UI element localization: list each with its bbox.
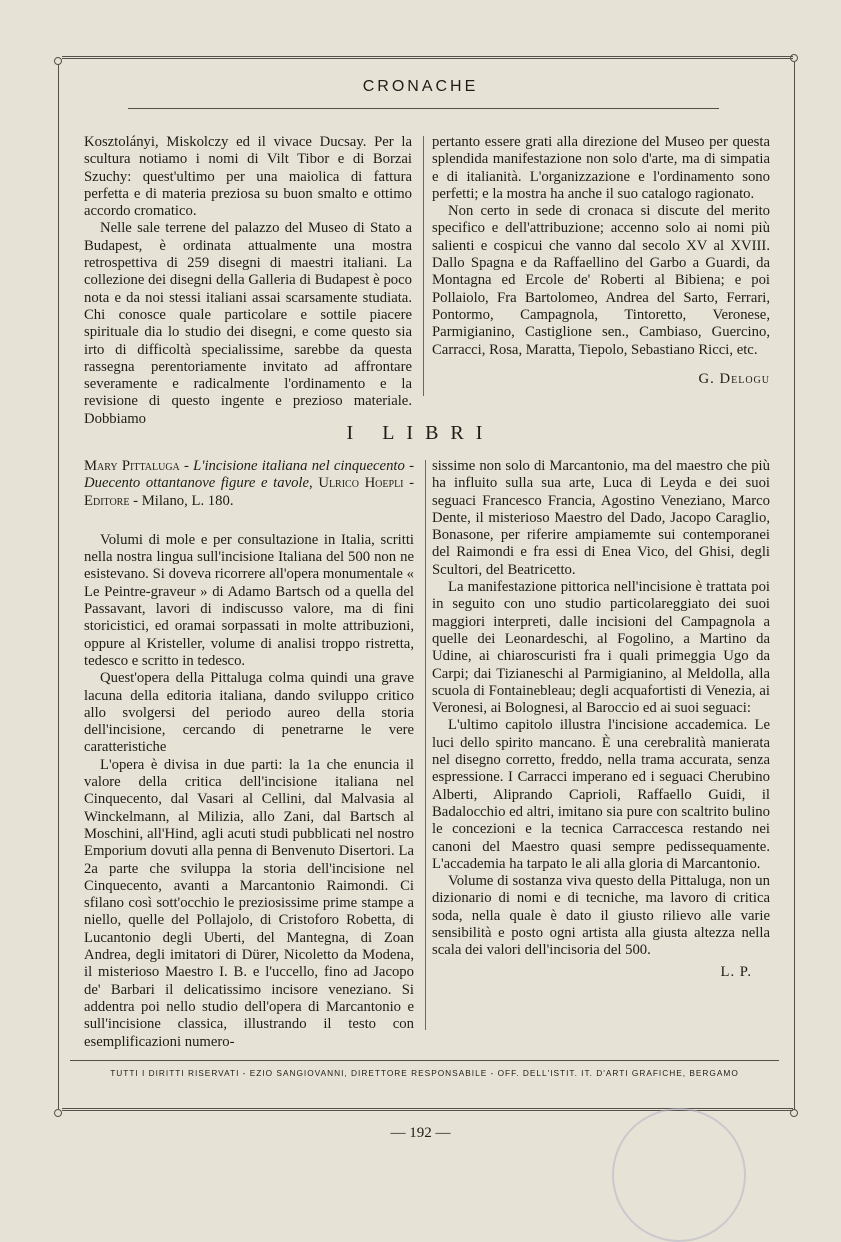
libri-paragraph: Volumi di mole e per consultazione in Italia, scritti nella nostra lingua sull'incisione Italiana del 500 non ne esistevano. Si doveva ricorrere all'opera monumentale « Le Peintre-graveur » di Adamo Bartsch od a quella del Passavant, lavori di indiscusso valore, ma di fini storicistici, ed oramai sorpassati in molte attribuzioni, oppure al Kristeller, volume di analisi troppo ristretta, tedesco e scritto in tedesco. <box>84 531 414 669</box>
left-frame-line <box>58 64 59 1109</box>
right-frame-line <box>794 62 795 1110</box>
book-place-price: Milano, L. 180. <box>141 492 234 509</box>
libri-paragraph: L'opera è divisa in due parti: la 1a che enuncia il valore della critica dell'incisione italiana nel Cinquecento, dal Vasari al Cellini, dal Malvasia al Winckelmann, al Milizia, allo Zani, dal Bartsch al Moschini, all'Hind, agli acuti studi pubblicati nel nostro Emporium dovuti alla penna di Benvenuto Disertori. La 2a parte che sviluppa la storia dell'incisione nel Cinquecento, avanti a Marcantonio Raimondi. Ci sfilano così sott'occhio le preziosissime prime stampe a niello, quelle del Pollajolo, di Cristoforo Robetta, di Lucantonio degli Uberti, del Mantegna, di Zoan Andrea, degli imitatori di Dürer, Nicoletto da Modena, il misterioso Maestro I. B. e l'uccello, fino ad Jacopo de' Barbari il delicatissimo incisore veneziano. Si addentra poi nello studio dell'opera di Marcantonio e sull'incisione classica, illustrando il testo con esemplificazioni numero- <box>84 756 414 1050</box>
libri-paragraph: sissime non solo di Marcantonio, ma del maestro che più ha influito sulla sua arte, Luca di Leyda e dei suoi seguaci Francesco Francia, Agostino Veneziano, Marco Dente, il misterioso Maestro del Dado, Jacopo Caraglio, Bonasone, per riferire ampiamemte sui contemporanei del Raimondi e fra essi di Enea Vico, del Ghisi, degli Scultori, del Beatricetto. <box>432 458 770 578</box>
book-publisher: Ulrico Hoepli - Editore <box>84 475 415 509</box>
book-author: Mary Pittaluga <box>84 458 180 474</box>
bottom-left-ornament <box>54 1109 62 1117</box>
library-stamp-icon <box>612 1108 746 1242</box>
libri-left-column <box>84 458 414 1051</box>
top-border-rule <box>62 56 793 59</box>
cronache-paragraph: Kosztolányi, Miskolczy ed il vivace Ducsay. Per la scultura notiamo i nomi di Vilt Tibor e di Borzai Szuchy: quest'ultimo per una maiolica di fattura perfetta e di materia preziosa su buon smalto e ottimo accordo cromatico. <box>84 134 412 220</box>
cronache-paragraph: pertanto essere grati alla direzione del Museo per questa splendida manifestazione non solo d'arte, ma di simpatia e di italianità. L'organizzazione e l'ordinamento sono perfetti; e la mostra ha anche il suo catalogo ragionato. <box>432 134 770 202</box>
cronache-signature: G. Delogu <box>698 370 770 387</box>
libri-signature: L. P. <box>720 963 752 980</box>
cronache-left-column <box>84 134 412 428</box>
bottom-right-ornament <box>790 1109 798 1117</box>
section-header: CRONACHE <box>362 78 479 95</box>
column-divider <box>423 136 424 396</box>
libri-paragraph: Volume di sostanza viva questo della Pittaluga, non un dizionario di nomi e di tecniche, ma lavoro di critica soda, nella quale è dato il giusto rilievo alle varie sensibilità e posto ogni artista alla giusta altezza nella scala dei valori dell'incisoria del 500. <box>432 873 770 959</box>
libri-paragraph: La manifestazione pittorica nell'incisione è trattata poi in seguito con uno studio particolareggiato dei suoi maggiori interpreti, dalle incisioni del Campagnola a quelle dei Leonardeschi, al Fogolino, a Martino da Udine, ai chiaroscuristi fra i quali primeggia Ugo da Carpi; dai Tizianeschi al Parmigianino, al Meldolla, alla scuola di Fontainebleau; degli acquafortisti di Venezia, ai Veronesi, ai Bolognesi, al Baroccio ed ai suoi seguaci: <box>432 579 770 717</box>
libri-title: I LIBRI <box>346 422 495 444</box>
book-title: L'incisione italiana nel cinquecento - Duecento ottantanove figure e tavole <box>84 458 414 492</box>
footer-rights: TUTTI I DIRITTI RISERVATI - EZIO SANGIOVANNI, DIRETTORE RESPONSABILE - OFF. DELL'ISTIT. IT. D'ARTI GRAFICHE, BERGAMO <box>110 1068 739 1078</box>
cronache-paragraph: Non certo in sede di cronaca si discute del merito specifico e dell'attribuzione; accenno solo ai nomi più salienti e cospicui che vanno dal secolo XV al XVIII. Dallo Spagna e da Raffaellino del Garbo a Guardi, da Montagna ed Ercole de' Roberti al Bibiena; e poi Pollaiolo, Fra Bartolomeo, Andrea del Sarto, Ferrari, Pontormo, Campagnola, Tintoretto, Veronese, Parmigianino, Castiglione sen., Cambiaso, Guercino, Carracci, Rosa, Maratta, Tiepolo, Sebastiano Ricci, etc. <box>432 203 770 358</box>
book-reference: Mary Pittaluga - L'incisione italiana nel cinquecento - Duecento ottantanove figure e tavole, Ulrico Hoepli - Editore - Milano, L. 180. <box>84 458 415 509</box>
footer-rule <box>70 1060 779 1061</box>
cronache-right-column <box>432 134 770 388</box>
header-rule <box>128 108 719 109</box>
page-number: — 192 — <box>390 1125 451 1141</box>
cronache-paragraph: Nelle sale terrene del palazzo del Museo di Stato a Budapest, è ordinata attualmente una mostra retrospettiva di 259 disegni di maestri italiani. La collezione dei disegni della Galleria di Budapest è poco nota e da noi stessi italiani assai scarsamente studiata. Chi conosce quale particolare e sottile piacere spirituale dia lo studio dei disegni, e come questo sia irto di difficoltà specialissime, sarebbe da questa rassegna perentoriamente invitato ad affrontare severamente e radicalmente l'ordinamento e la revisione di questo ingente e prezioso materiale. Dobbiamo <box>84 220 412 427</box>
column-divider <box>425 460 426 1030</box>
top-right-ornament <box>790 54 798 62</box>
libri-paragraph: L'ultimo capitolo illustra l'incisione accademica. Le luci dello spirito mancano. È una cerebralità manierata nel disegno corretto, freddo, nella trama accurata, senza espressione. I Carracci imperano ed i seguaci Cherubino Alberti, Aliprando Caprioli, Raffaello Guidi, il Badalocchio ed altri, imitano sia pure con scaltrito bulino le concezioni e la tecnica Carraccesca restando nei canoni del Maestro quasi sempre pedissequamente. L'accademia ha tarpato le ali alla gloria di Marcantonio. <box>432 717 770 872</box>
libri-right-column <box>432 458 770 981</box>
libri-paragraph: Quest'opera della Pittaluga colma quindi una grave lacuna della editoria italiana, dando sviluppo critico allo svolgersi del periodo aureo della storia dell'incisione, cercando di penetrarne le vere caratteristiche <box>84 670 414 756</box>
